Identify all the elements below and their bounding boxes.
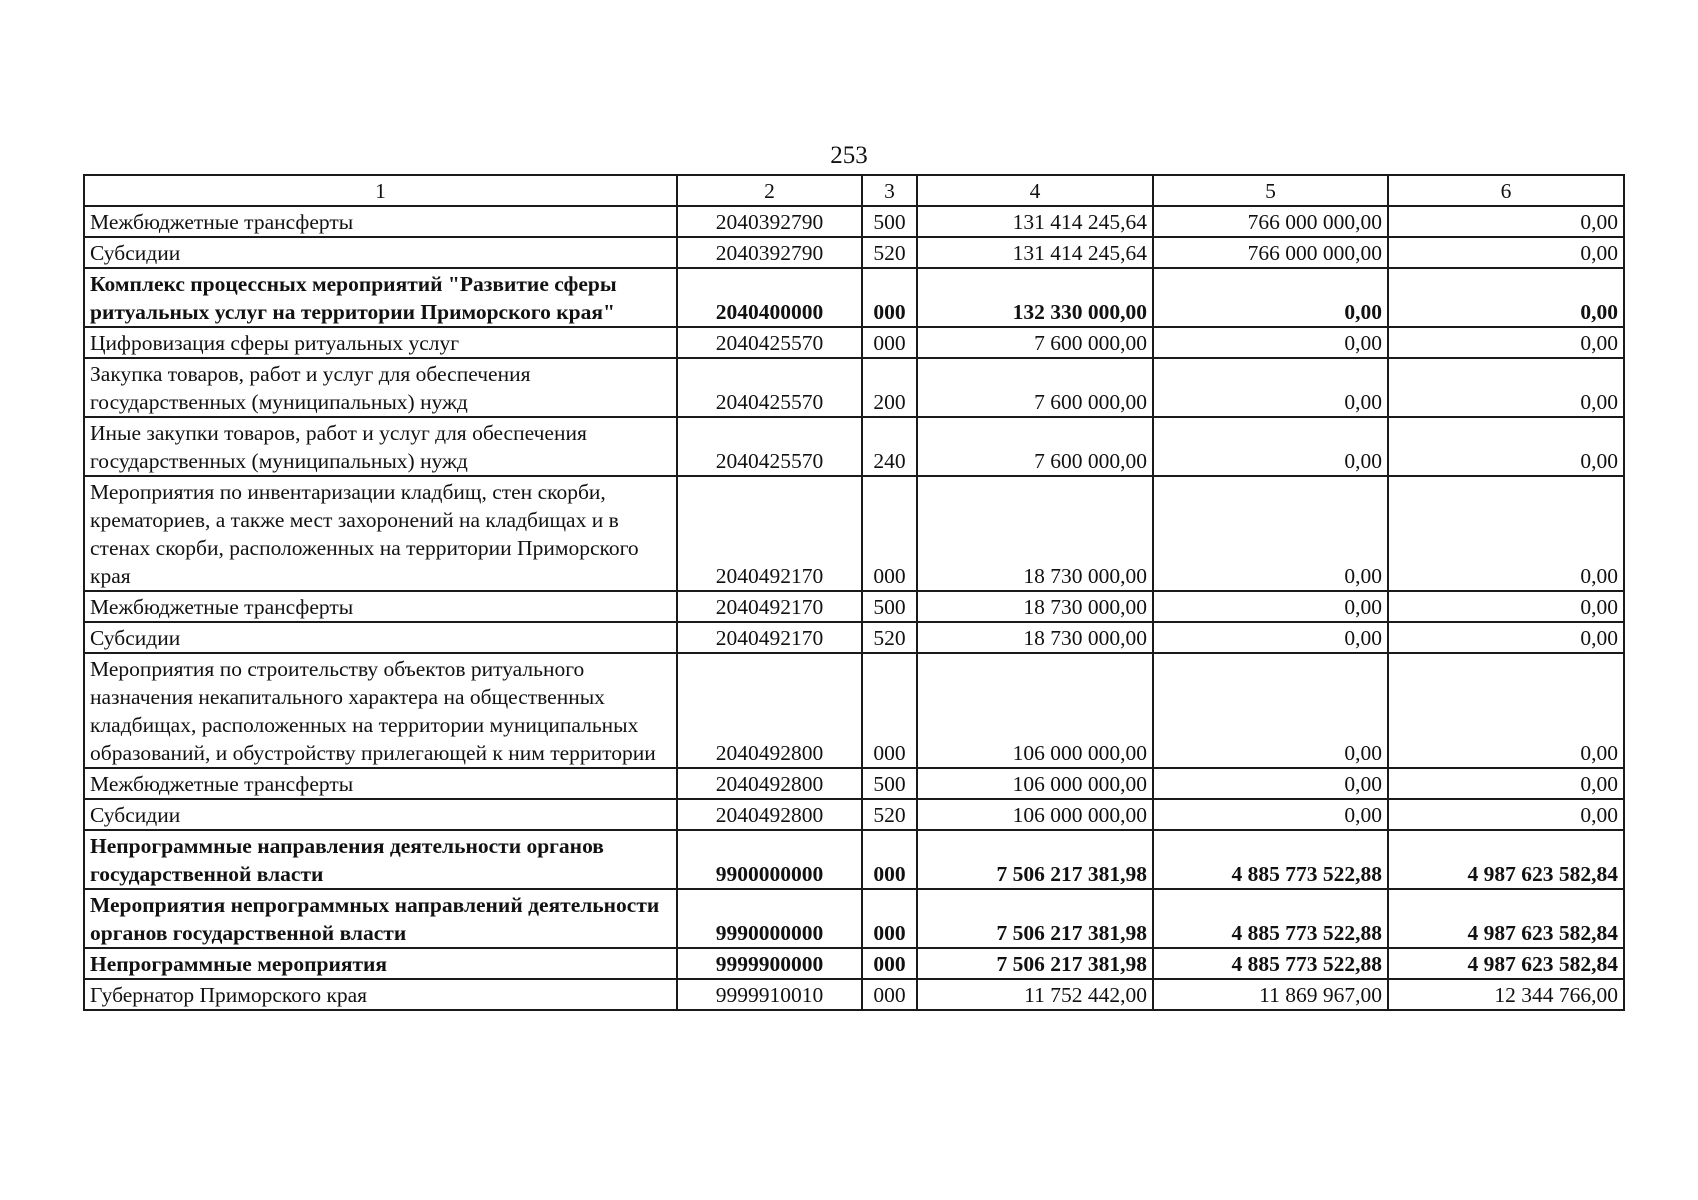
- row-value-col6-cell: 0,00: [1388, 327, 1624, 358]
- row-code-cell: 2040425570: [677, 327, 862, 358]
- table-row: [84, 979, 1624, 1010]
- row-value-col6-cell: 0,00: [1388, 476, 1624, 591]
- column-header: 2: [677, 175, 862, 206]
- table-row: [84, 948, 1624, 979]
- row-value-col5-cell: 11 869 967,00: [1153, 979, 1388, 1010]
- row-code-cell: 9990000000: [677, 889, 862, 948]
- row-kind-cell: 000: [862, 830, 917, 889]
- row-kind-cell: 000: [862, 268, 917, 327]
- table-row: [84, 768, 1624, 799]
- table-row: [84, 622, 1624, 653]
- row-code-cell: 2040492800: [677, 768, 862, 799]
- row-code-cell: 9900000000: [677, 830, 862, 889]
- row-code-cell: 2040492170: [677, 476, 862, 591]
- row-kind-cell: 000: [862, 653, 917, 768]
- row-value-col4-cell: 106 000 000,00: [917, 799, 1153, 830]
- row-value-col4-cell: 18 730 000,00: [917, 591, 1153, 622]
- row-value-col5-cell: 0,00: [1153, 327, 1388, 358]
- row-value-col6-cell: 0,00: [1388, 237, 1624, 268]
- row-value-col5-cell: 0,00: [1153, 622, 1388, 653]
- table-row: [84, 476, 1624, 591]
- row-name-cell: Субсидии: [84, 622, 677, 653]
- row-value-col6-cell: 0,00: [1388, 358, 1624, 417]
- table-row: [84, 799, 1624, 830]
- row-name-cell: Мероприятия по строительству объектов ритуального назначения некапитального характера на общественных кладбищах, расположенных на территории муниципальных образований, и обустройству прилегающей к ним территории: [84, 653, 677, 768]
- row-name-cell: Комплекс процессных мероприятий "Развитие сферы ритуальных услуг на территории Приморского края": [84, 268, 677, 327]
- row-name-cell: Закупка товаров, работ и услуг для обеспечения государственных (муниципальных) нужд: [84, 358, 677, 417]
- row-kind-cell: 520: [862, 622, 917, 653]
- row-value-col5-cell: 766 000 000,00: [1153, 237, 1388, 268]
- table-header: [84, 175, 1624, 206]
- row-name-cell: Непрограммные мероприятия: [84, 948, 677, 979]
- row-kind-cell: 000: [862, 327, 917, 358]
- row-value-col5-cell: 0,00: [1153, 476, 1388, 591]
- table-row: [84, 830, 1624, 889]
- table-body: [84, 206, 1624, 1010]
- row-name-cell: Цифровизация сферы ритуальных услуг: [84, 327, 677, 358]
- row-value-col4-cell: 7 506 217 381,98: [917, 889, 1153, 948]
- table-row: [84, 417, 1624, 476]
- row-value-col4-cell: 7 506 217 381,98: [917, 948, 1153, 979]
- row-kind-cell: 500: [862, 591, 917, 622]
- row-value-col6-cell: 0,00: [1388, 653, 1624, 768]
- row-code-cell: 2040492800: [677, 799, 862, 830]
- row-value-col4-cell: 131 414 245,64: [917, 237, 1153, 268]
- row-value-col4-cell: 106 000 000,00: [917, 653, 1153, 768]
- row-value-col6-cell: 0,00: [1388, 622, 1624, 653]
- row-value-col5-cell: 0,00: [1153, 768, 1388, 799]
- row-kind-cell: 500: [862, 206, 917, 237]
- row-name-cell: Мероприятия по инвентаризации кладбищ, стен скорби, крематориев, а также мест захоронений на кладбищах и в стенах скорби, расположенных на территории Приморского края: [84, 476, 677, 591]
- row-value-col5-cell: 766 000 000,00: [1153, 206, 1388, 237]
- row-name-cell: Межбюджетные трансферты: [84, 206, 677, 237]
- row-value-col6-cell: 0,00: [1388, 591, 1624, 622]
- table-row: [84, 237, 1624, 268]
- row-kind-cell: 520: [862, 799, 917, 830]
- row-value-col4-cell: 132 330 000,00: [917, 268, 1153, 327]
- row-code-cell: 2040492800: [677, 653, 862, 768]
- row-code-cell: 2040492170: [677, 591, 862, 622]
- row-kind-cell: 200: [862, 358, 917, 417]
- row-value-col4-cell: 131 414 245,64: [917, 206, 1153, 237]
- row-value-col6-cell: 0,00: [1388, 268, 1624, 327]
- row-code-cell: 2040400000: [677, 268, 862, 327]
- row-kind-cell: 240: [862, 417, 917, 476]
- row-value-col5-cell: 0,00: [1153, 417, 1388, 476]
- row-value-col5-cell: 4 885 773 522,88: [1153, 948, 1388, 979]
- row-code-cell: 2040492170: [677, 622, 862, 653]
- row-name-cell: Межбюджетные трансферты: [84, 591, 677, 622]
- table-row: [84, 653, 1624, 768]
- row-value-col4-cell: 7 506 217 381,98: [917, 830, 1153, 889]
- header-row: [84, 175, 1624, 206]
- table-row: [84, 591, 1624, 622]
- row-kind-cell: 000: [862, 979, 917, 1010]
- row-code-cell: 2040392790: [677, 206, 862, 237]
- row-value-col4-cell: 7 600 000,00: [917, 327, 1153, 358]
- page-number: 253: [830, 142, 868, 169]
- table-row: [84, 358, 1624, 417]
- row-value-col4-cell: 18 730 000,00: [917, 622, 1153, 653]
- row-code-cell: 2040392790: [677, 237, 862, 268]
- row-name-cell: Иные закупки товаров, работ и услуг для обеспечения государственных (муниципальных) нужд: [84, 417, 677, 476]
- row-value-col4-cell: 106 000 000,00: [917, 768, 1153, 799]
- column-header: 6: [1388, 175, 1624, 206]
- row-value-col4-cell: 18 730 000,00: [917, 476, 1153, 591]
- row-name-cell: Межбюджетные трансферты: [84, 768, 677, 799]
- row-name-cell: Мероприятия непрограммных направлений деятельности органов государственной власти: [84, 889, 677, 948]
- row-name-cell: Непрограммные направления деятельности органов государственной власти: [84, 830, 677, 889]
- row-value-col6-cell: 0,00: [1388, 206, 1624, 237]
- row-kind-cell: 000: [862, 476, 917, 591]
- row-value-col6-cell: 0,00: [1388, 768, 1624, 799]
- row-value-col5-cell: 0,00: [1153, 358, 1388, 417]
- table-row: [84, 327, 1624, 358]
- row-value-col4-cell: 11 752 442,00: [917, 979, 1153, 1010]
- row-code-cell: 9999900000: [677, 948, 862, 979]
- row-value-col6-cell: 0,00: [1388, 799, 1624, 830]
- row-value-col6-cell: 4 987 623 582,84: [1388, 830, 1624, 889]
- row-value-col6-cell: 4 987 623 582,84: [1388, 948, 1624, 979]
- row-kind-cell: 000: [862, 948, 917, 979]
- column-header: 5: [1153, 175, 1388, 206]
- row-value-col4-cell: 7 600 000,00: [917, 417, 1153, 476]
- row-value-col5-cell: 4 885 773 522,88: [1153, 830, 1388, 889]
- budget-table: [83, 174, 1625, 1011]
- row-value-col5-cell: 4 885 773 522,88: [1153, 889, 1388, 948]
- row-value-col5-cell: 0,00: [1153, 268, 1388, 327]
- row-kind-cell: 520: [862, 237, 917, 268]
- table-row: [84, 268, 1624, 327]
- row-value-col6-cell: 0,00: [1388, 417, 1624, 476]
- row-value-col6-cell: 12 344 766,00: [1388, 979, 1624, 1010]
- row-kind-cell: 500: [862, 768, 917, 799]
- row-value-col6-cell: 4 987 623 582,84: [1388, 889, 1624, 948]
- row-value-col4-cell: 7 600 000,00: [917, 358, 1153, 417]
- row-value-col5-cell: 0,00: [1153, 799, 1388, 830]
- row-name-cell: Субсидии: [84, 799, 677, 830]
- row-name-cell: Губернатор Приморского края: [84, 979, 677, 1010]
- row-code-cell: 2040425570: [677, 417, 862, 476]
- column-header: 4: [917, 175, 1153, 206]
- column-header: 3: [862, 175, 917, 206]
- row-name-cell: Субсидии: [84, 237, 677, 268]
- row-code-cell: 9999910010: [677, 979, 862, 1010]
- table-row: [84, 889, 1624, 948]
- table-row: [84, 206, 1624, 237]
- row-code-cell: 2040425570: [677, 358, 862, 417]
- row-value-col5-cell: 0,00: [1153, 591, 1388, 622]
- row-value-col5-cell: 0,00: [1153, 653, 1388, 768]
- column-header: 1: [84, 175, 677, 206]
- row-kind-cell: 000: [862, 889, 917, 948]
